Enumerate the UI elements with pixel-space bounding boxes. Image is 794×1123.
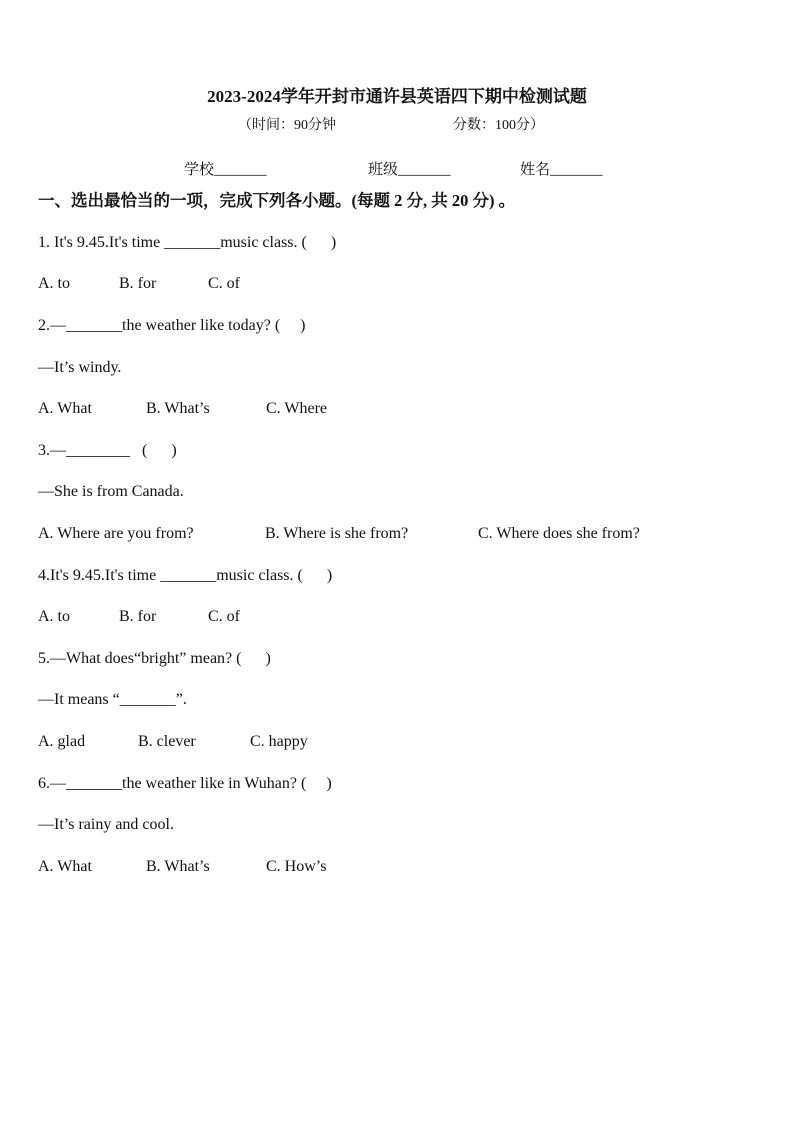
class-field: 班级_______ — [368, 162, 451, 178]
question-2-reply: —It’s windy. — [38, 359, 122, 376]
question-1-option-c: C. of — [208, 275, 240, 292]
question-2-option-a: A. What — [38, 400, 92, 417]
exam-score: 分数：100分） — [453, 118, 544, 133]
question-2-option-b: B. What’s — [146, 400, 210, 417]
question-5-stem: 5.—What does“bright” mean? ( ) — [38, 650, 271, 667]
question-2-option-c: C. Where — [266, 400, 328, 417]
question-4-option-b: B. for — [119, 608, 157, 625]
question-6-reply: —It’s rainy and cool. — [38, 816, 174, 833]
question-3-option-a: A. Where are you from? — [38, 525, 194, 542]
question-4-option-c: C. of — [208, 608, 240, 625]
exam-time: （时间：90分钟 — [238, 118, 336, 133]
question-6-option-b: B. What’s — [146, 858, 210, 875]
question-6-option-c: C. How’s — [266, 858, 327, 875]
question-1-option-a: A. to — [38, 275, 70, 292]
question-3-stem: 3.—________ ( ) — [38, 442, 177, 459]
question-4-option-a: A. to — [38, 608, 70, 625]
question-1-stem: 1. It's 9.45.It's time _______music class. ( ) — [38, 234, 337, 251]
question-3-reply: —She is from Canada. — [38, 483, 184, 500]
question-5-option-a: A. glad — [38, 733, 86, 750]
question-6-option-a: A. What — [38, 858, 92, 875]
section-heading: 一、选出最恰当的一项，完成下列各小题。(每题 2 分, 共 20 分) 。 — [38, 191, 516, 210]
question-5-reply: —It means “_______”. — [38, 691, 187, 708]
question-5-option-c: C. happy — [250, 733, 308, 750]
page-title: 2023-2024学年开封市通许县英语四下期中检测试题 — [207, 87, 587, 106]
question-1-option-b: B. for — [119, 275, 157, 292]
question-5-option-b: B. clever — [138, 733, 196, 750]
name-field: 姓名_______ — [520, 162, 603, 178]
school-field: 学校_______ — [184, 162, 267, 178]
question-6-stem: 6.—_______the weather like in Wuhan? ( ) — [38, 775, 332, 792]
question-4-stem: 4.It's 9.45.It's time _______music class. ( ) — [38, 567, 333, 584]
question-2-stem: 2.—_______the weather like today? ( ) — [38, 317, 306, 334]
question-3-option-c: C. Where does she from? — [478, 525, 640, 542]
question-3-option-b: B. Where is she from? — [265, 525, 409, 542]
